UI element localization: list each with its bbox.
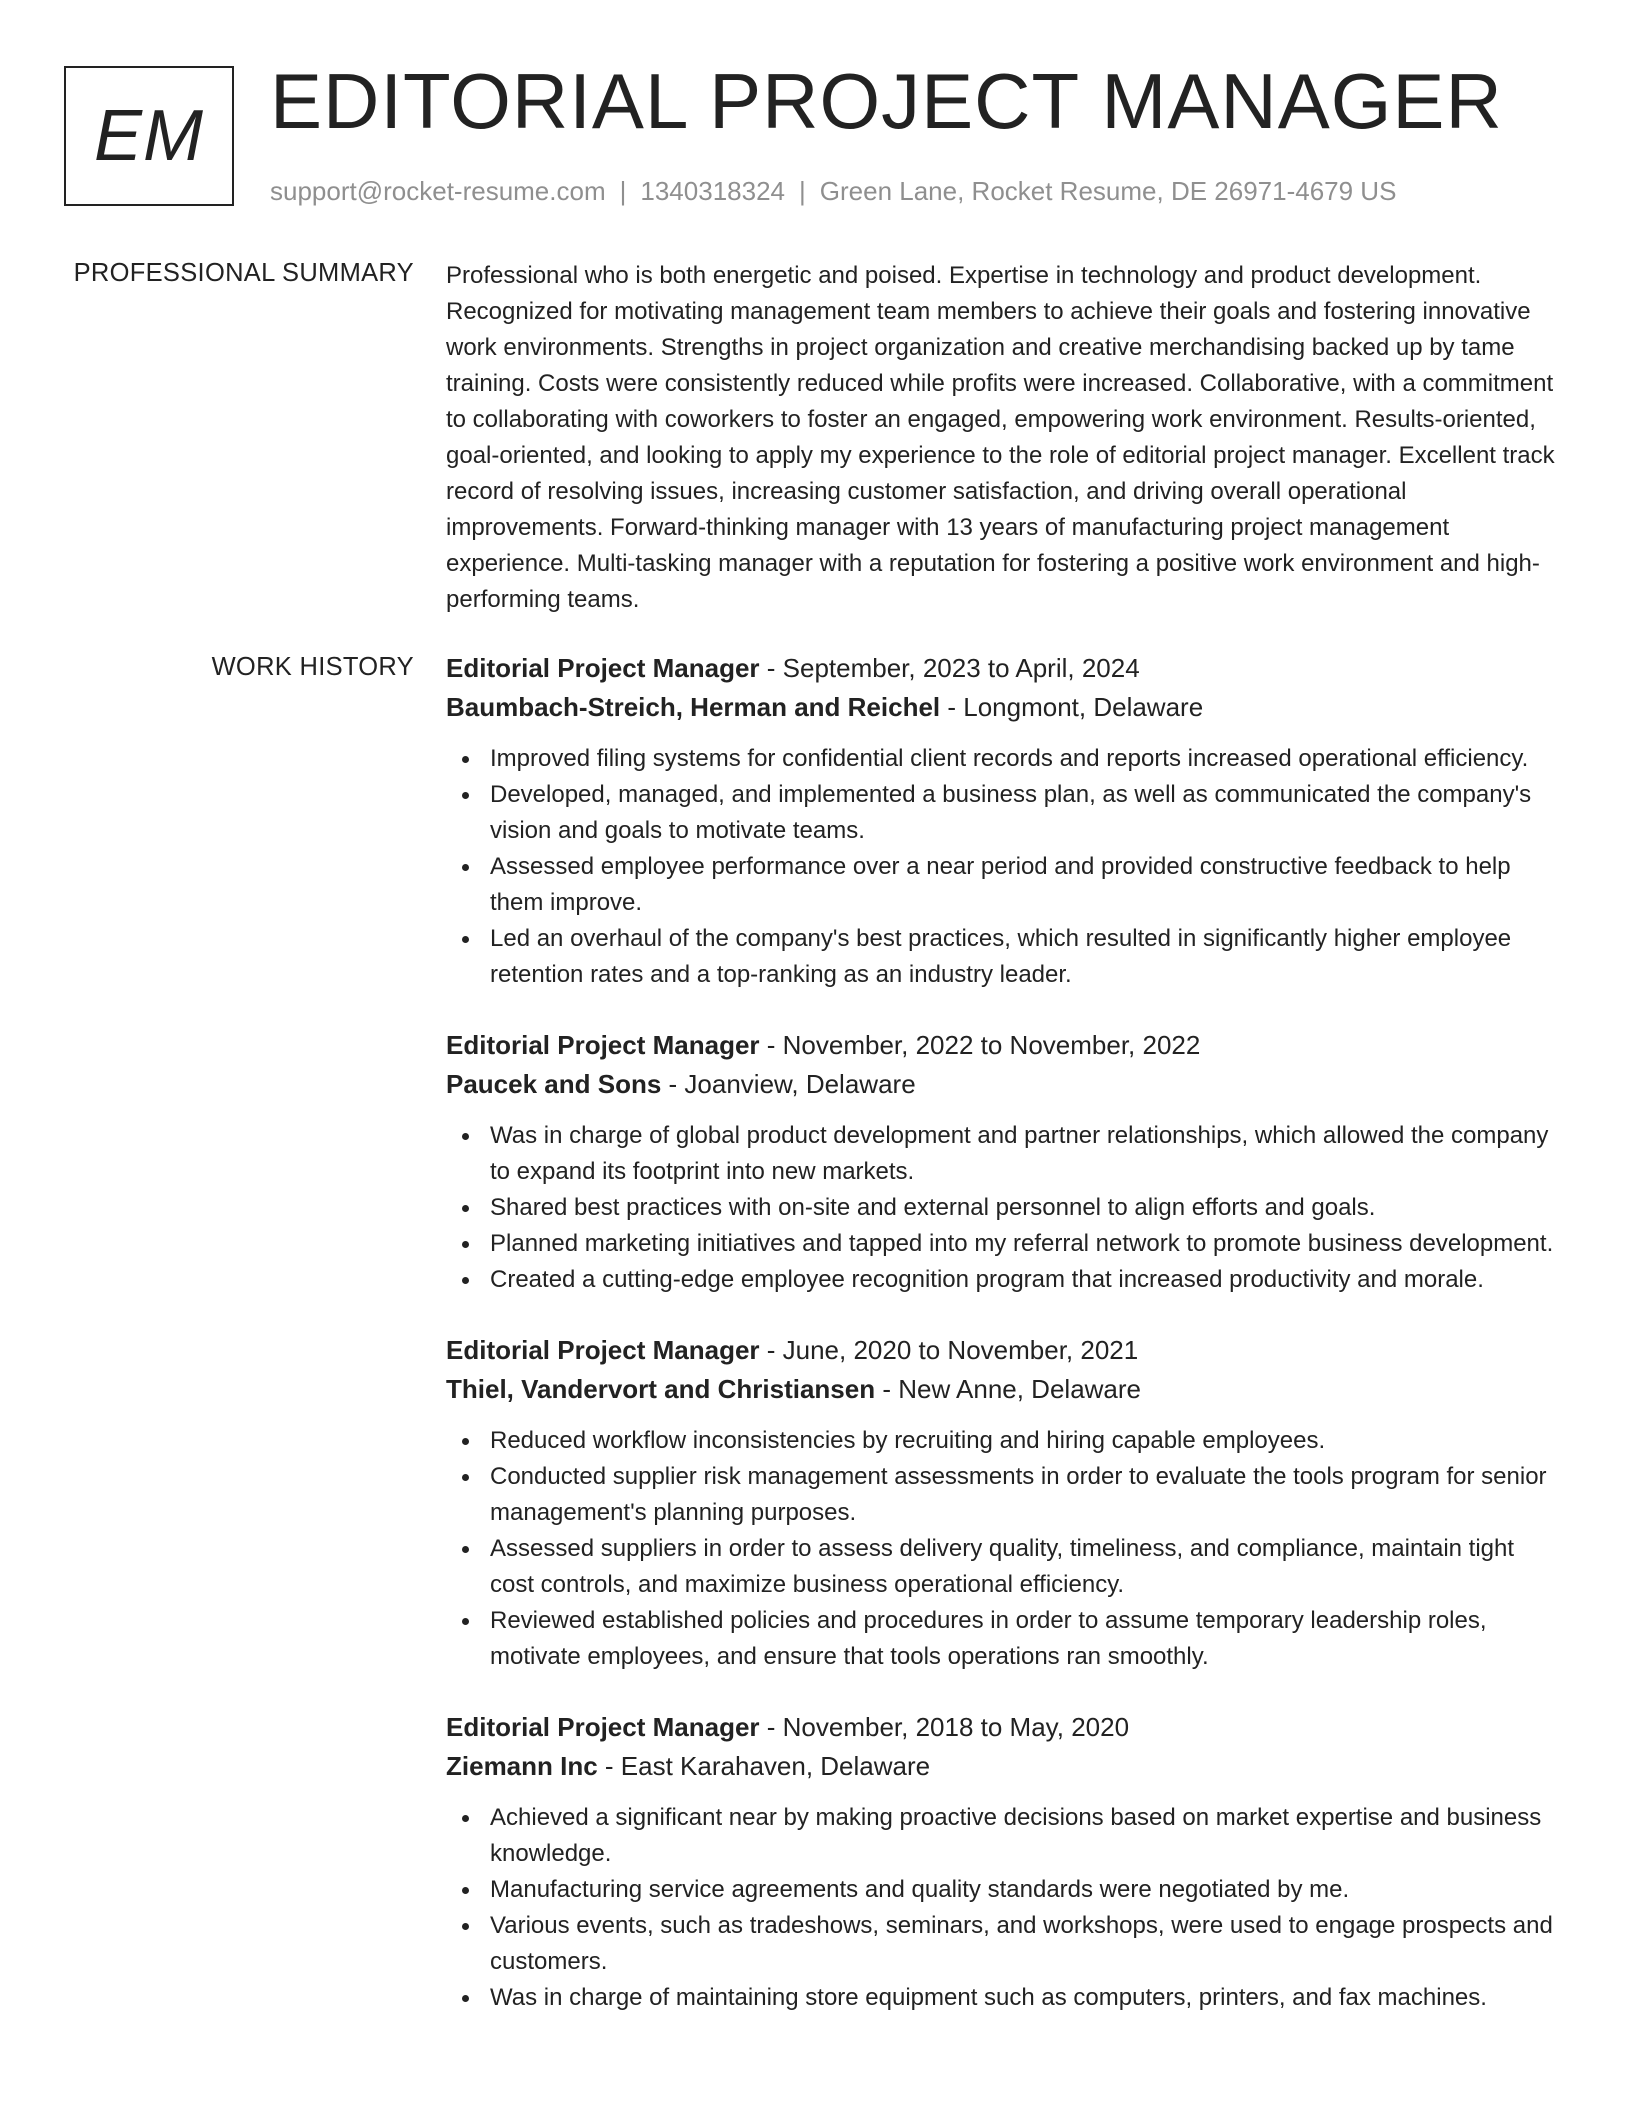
contact-separator: |	[799, 176, 806, 206]
job-bullet-list	[446, 741, 1558, 993]
job-location: - New Anne, Delaware	[875, 1374, 1142, 1404]
job-dates: - November, 2018 to May, 2020	[759, 1712, 1130, 1742]
job-bullet-list	[446, 1118, 1558, 1298]
job-title-line	[446, 1331, 1558, 1370]
job-title-line	[446, 1026, 1558, 1065]
job-bullet: Created a cutting-edge employee recognition program that increased productivity and morale.	[490, 1262, 1558, 1298]
job-bullet: Shared best practices with on-site and external personnel to align efforts and goals.	[490, 1190, 1558, 1226]
job-bullet: Was in charge of maintaining store equipment such as computers, printers, and fax machines.	[490, 1980, 1558, 2016]
job-entry	[446, 649, 1558, 993]
job-bullet: Reduced workflow inconsistencies by recruiting and hiring capable employees.	[490, 1423, 1558, 1459]
job-bullet: Achieved a significant near by making proactive decisions based on market expertise and business knowledge.	[490, 1800, 1558, 1872]
job-company: Ziemann Inc	[446, 1751, 598, 1781]
job-entry	[446, 1331, 1558, 1675]
job-title: Editorial Project Manager	[446, 1030, 760, 1060]
job-company: Thiel, Vandervort and Christiansen	[446, 1374, 876, 1404]
summary-section	[446, 258, 1558, 618]
job-bullet: Assessed employee performance over a near period and provided constructive feedback to help them improve.	[490, 849, 1558, 921]
job-company-line	[446, 1747, 1558, 1786]
job-bullet: Led an overhaul of the company's best practices, which resulted in significantly higher employee retention rates and a top-ranking as an industry leader.	[490, 921, 1558, 993]
job-company-line	[446, 1370, 1558, 1409]
job-bullet: Various events, such as tradeshows, seminars, and workshops, were used to engage prospects and customers.	[490, 1908, 1558, 1980]
job-bullet: Was in charge of global product development and partner relationships, which allowed the company to expand its footprint into new markets.	[490, 1118, 1558, 1190]
job-bullet: Developed, managed, and implemented a business plan, as well as communicated the company's vision and goals to motivate teams.	[490, 777, 1558, 849]
job-title: Editorial Project Manager	[446, 1335, 760, 1365]
job-company-line	[446, 1065, 1558, 1104]
job-location: - Longmont, Delaware	[940, 692, 1204, 722]
job-bullet: Improved filing systems for confidential client records and reports increased operational efficiency.	[490, 741, 1558, 777]
job-company-line	[446, 688, 1558, 727]
job-bullet-list	[446, 1423, 1558, 1675]
contact-address: Green Lane, Rocket Resume, DE 26971-4679 US	[819, 176, 1397, 206]
job-title-line	[446, 1708, 1558, 1747]
contact-line	[270, 176, 1396, 207]
candidate-title: EDITORIAL PROJECT MANAGER	[270, 57, 1503, 145]
job-location: - Joanview, Delaware	[661, 1069, 916, 1099]
job-location: - East Karahaven, Delaware	[597, 1751, 931, 1781]
job-entry	[446, 1708, 1558, 2016]
job-bullet-list	[446, 1800, 1558, 2016]
job-bullet: Assessed suppliers in order to assess delivery quality, timeliness, and compliance, maintain tight cost controls, and maximize business operational efficiency.	[490, 1531, 1558, 1603]
contact-phone: 1340318324	[640, 176, 785, 206]
contact-separator: |	[619, 176, 627, 206]
work-history-section	[446, 649, 1558, 2049]
summary-text: Professional who is both energetic and poised. Expertise in technology and product development. Recognized for motivating management team members to achieve their goals and fostering innovative work environments. Strengths in project organization and creative merchandising backed up by tame training. Costs were consistently reduced while profits were increased. Collaborative, with a commitment to collaborating with coworkers to foster an engaged, empowering work environment. Results-oriented, goal-oriented, and looking to apply my experience to the role of editorial project manager. Excellent track record of resolving issues, increasing customer satisfaction, and driving overall operational improvements. Forward-thinking manager with 13 years of manufacturing project management experience. Multi-tasking manager with a reputation for fostering a positive work environment and high-performing teams.	[446, 262, 1555, 613]
job-title-line	[446, 649, 1558, 688]
monogram-initials: EM	[94, 96, 204, 176]
job-dates: - September, 2023 to April, 2024	[759, 653, 1140, 683]
job-bullet: Planned marketing initiatives and tapped into my referral network to promote business development.	[490, 1226, 1558, 1262]
job-bullet: Reviewed established policies and procedures in order to assume temporary leadership roles, motivate employees, and ensure that tools operations ran smoothly.	[490, 1603, 1558, 1675]
job-entry	[446, 1026, 1558, 1298]
work-history-heading: WORK HISTORY	[211, 653, 414, 681]
monogram-box	[64, 66, 234, 206]
job-company: Paucek and Sons	[446, 1069, 662, 1099]
job-title: Editorial Project Manager	[446, 1712, 760, 1742]
job-company: Baumbach-Streich, Herman and Reichel	[446, 692, 941, 722]
job-title: Editorial Project Manager	[446, 653, 760, 683]
job-dates: - November, 2022 to November, 2022	[759, 1030, 1201, 1060]
contact-email: support@rocket-resume.com	[270, 176, 606, 206]
job-bullet: Conducted supplier risk management assessments in order to evaluate the tools program for senior management's planning purposes.	[490, 1459, 1558, 1531]
job-dates: - June, 2020 to November, 2021	[759, 1335, 1139, 1365]
job-bullet: Manufacturing service agreements and quality standards were negotiated by me.	[490, 1872, 1558, 1908]
summary-heading: PROFESSIONAL SUMMARY	[73, 259, 414, 287]
